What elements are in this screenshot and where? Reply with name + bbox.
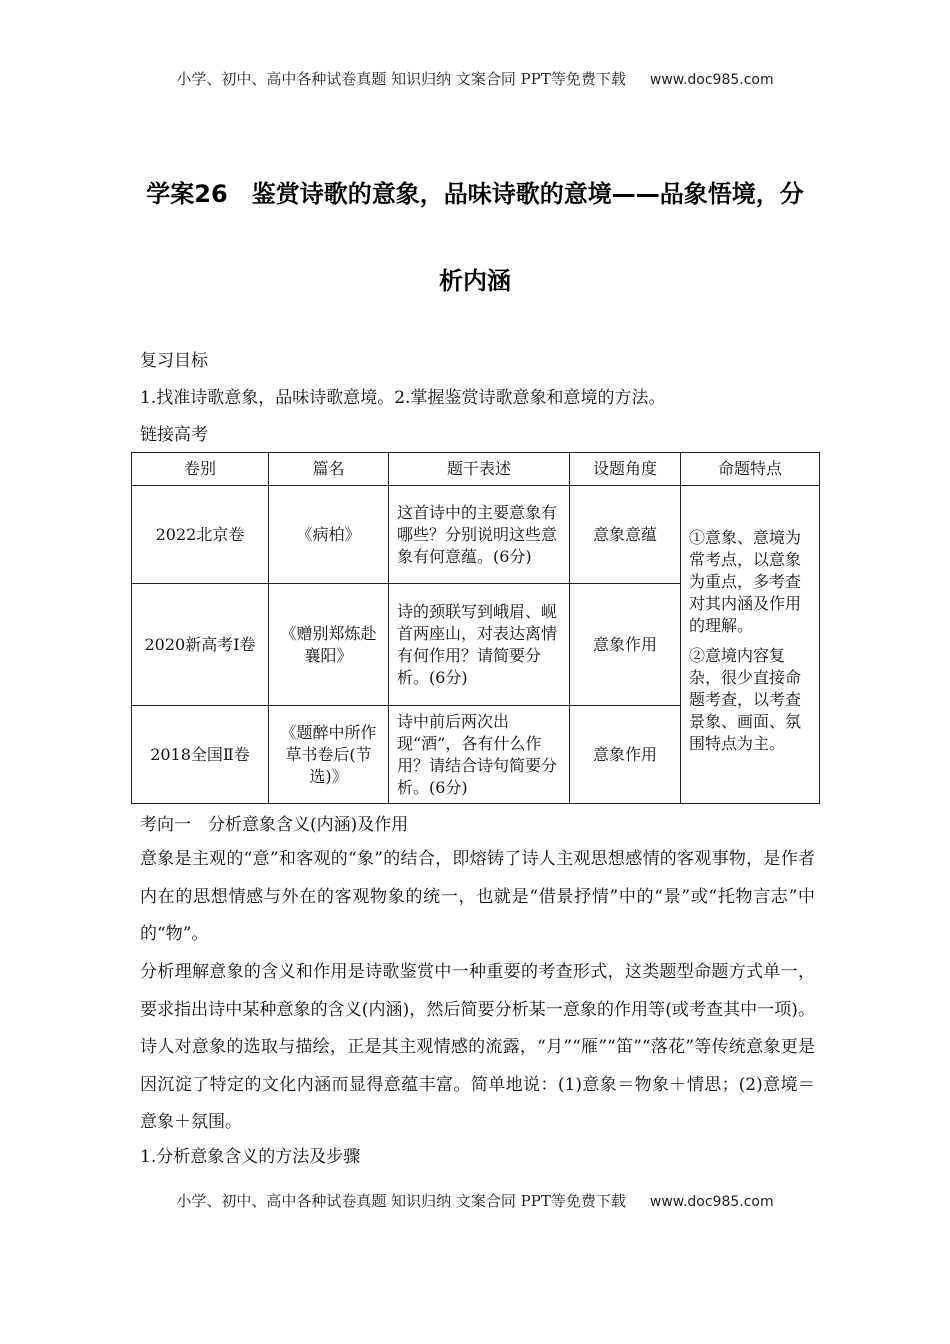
doc-title-line1: 学案26 鉴赏诗歌的意象，品味诗歌的意境——品象悟境，分 <box>146 180 804 208</box>
question-cell: 这首诗中的主要意象有哪些？分别说明这些意象有何意蕴。(6分) <box>389 486 570 584</box>
angle-cell: 意象作用 <box>570 584 681 706</box>
table-header-cell: 设题角度 <box>570 453 681 486</box>
poem-title-cell: 《题醉中所作草书卷后(节选)》 <box>269 706 389 804</box>
header-text: 小学、初中、高中各种试卷真题 知识归纳 文案合同 PPT等免费下载 <box>176 70 626 88</box>
exam-table <box>131 452 820 804</box>
section-paragraph-2: 分析理解意象的含义和作用是诗歌鉴赏中一种重要的考查形式，这类题型命题方式单一，要求指出诗中某种意象的含义(内涵)，然后简要分析某一意象的作用等(或考查其中一项)。诗人对意象的选取与描绘，正是其主观情感的流露，“月”“雁”“笛”“落花”等传统意象更是因沉淀了特定的文化内涵而显得意蕴丰富。简单地说：(1)意象＝物象＋情思；(2)意境＝意象＋氛围。 <box>140 962 815 1132</box>
question-cell: 诗的颈联写到峨眉、岘首两座山，对表达离情有何作用？请简要分析。(6分) <box>389 584 570 706</box>
review-heading: 复习目标 <box>140 351 208 371</box>
page-header <box>0 68 950 89</box>
paper-cell: 2020新高考Ⅰ卷 <box>132 584 269 706</box>
table-header-cell: 篇名 <box>269 453 389 486</box>
doc-title-line2: 析内涵 <box>439 267 511 295</box>
table-header-cell: 卷别 <box>132 453 269 486</box>
page-footer <box>0 1190 950 1211</box>
angle-cell: 意象作用 <box>570 706 681 804</box>
table-row <box>132 486 820 584</box>
section-paragraph-1: 意象是主观的“意”和客观的“象”的结合，即熔铸了诗人主观思想感情的客观事物，是作者内在的思想情感与外在的客观物象的统一，也就是“借景抒情”中的“景”或“托物言志”中的“物”。 <box>140 849 815 944</box>
poem-title-cell: 《病柏》 <box>269 486 389 584</box>
poem-title-cell: 《赠别郑炼赴襄阳》 <box>269 584 389 706</box>
paper-cell: 2018全国Ⅱ卷 <box>132 706 269 804</box>
feature-item: ②意境内容复杂，很少直接命题考查，以考查景象、画面、氛围特点为主。 <box>689 645 802 753</box>
paper-cell: 2022北京卷 <box>132 486 269 584</box>
table-header-cell: 题干表述 <box>389 453 570 486</box>
footer-url[interactable]: www.doc985.com <box>649 1194 774 1210</box>
link-heading: 链接高考 <box>140 425 208 445</box>
angle-cell: 意象意蕴 <box>570 486 681 584</box>
review-text: 1.找准诗歌意象，品味诗歌意境。2.掌握鉴赏诗歌意象和意境的方法。 <box>140 388 666 408</box>
table-header-cell: 命题特点 <box>681 453 820 486</box>
feature-item: ①意象、意境为常考点，以意象为重点，多考查对其内涵及作用的理解。 <box>689 527 802 635</box>
table-header-row <box>132 453 820 486</box>
subsection-heading: 1.分析意象含义的方法及步骤 <box>140 1147 361 1167</box>
features-cell <box>681 486 820 804</box>
header-url[interactable]: www.doc985.com <box>649 72 774 88</box>
question-cell: 诗中前后两次出现“酒”，各有什么作用？请结合诗句简要分析。(6分) <box>389 706 570 804</box>
section-heading: 考向一 分析意象含义(内涵)及作用 <box>140 815 409 835</box>
footer-text: 小学、初中、高中各种试卷真题 知识归纳 文案合同 PPT等免费下载 <box>176 1192 626 1210</box>
